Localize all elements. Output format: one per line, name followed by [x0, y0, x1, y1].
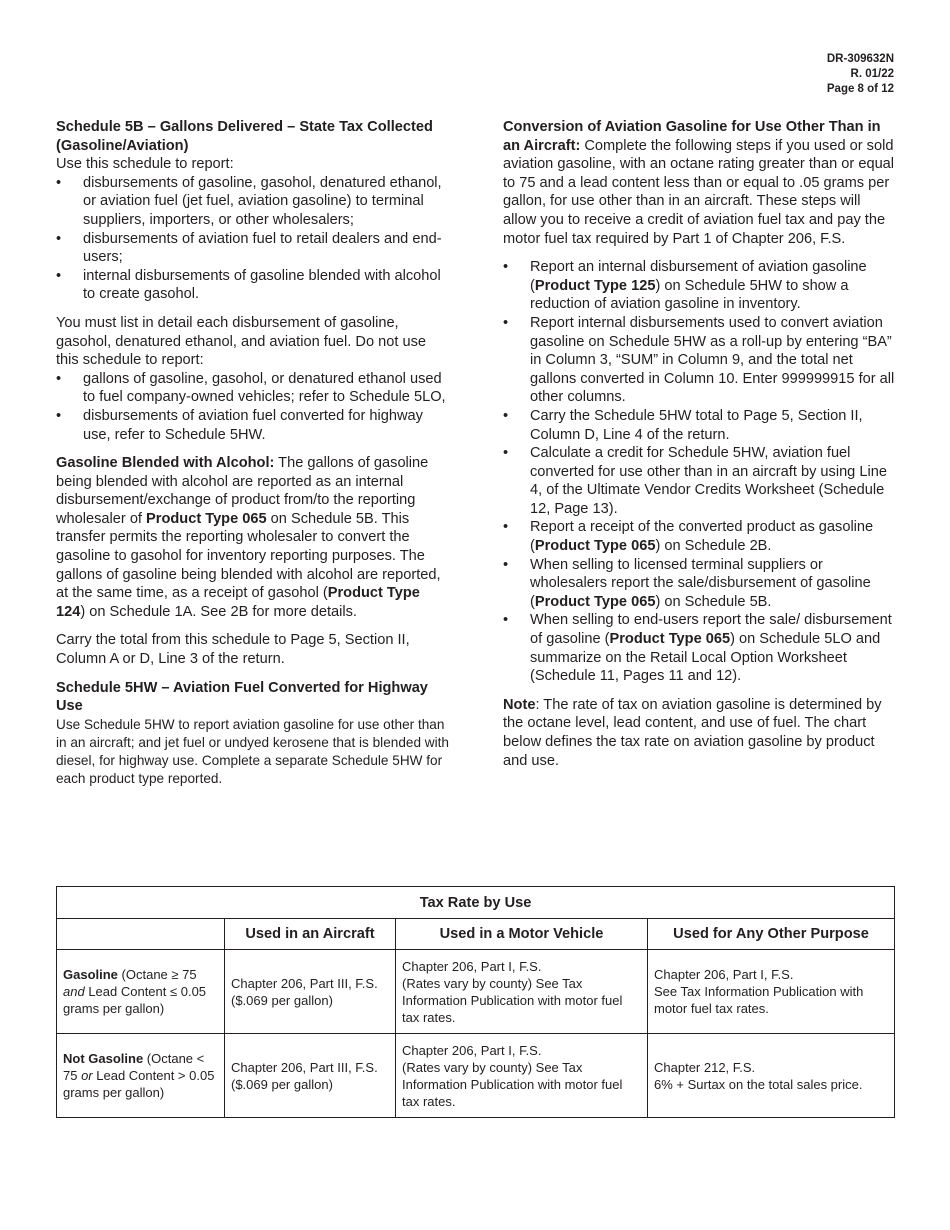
list-item: • Report a receipt of the converted product as gasoline (Product Type 065) on Schedule 2B. [503, 518, 895, 555]
cell-other-purpose: Chapter 206, Part I, F.S. See Tax Information Publication with motor fuel tax rates. [648, 950, 895, 1034]
header-other-purpose: Used for Any Other Purpose [648, 919, 895, 950]
list-item: • disbursements of aviation fuel converted for highway use, refer to Schedule 5HW. [56, 407, 452, 444]
table-header-row [57, 919, 895, 950]
list-item: • disbursements of gasoline, gasohol, denatured ethanol, or aviation fuel (jet fuel, aviation gasoline) to terminal suppliers, importers, or other wholesalers; [56, 174, 452, 230]
cell-motor-vehicle: Chapter 206, Part I, F.S. (Rates vary by county) See Tax Information Publication with motor fuel tax rates. [396, 950, 648, 1034]
row-label-not-gasoline: Not Gasoline (Octane < 75 or Lead Content > 0.05 grams per gallon) [57, 1034, 225, 1118]
list-item: • When selling to licensed terminal suppliers or wholesalers report the sale/disbursement of gasoline (Product Type 065) on Schedule 5B. [503, 556, 895, 612]
form-header [827, 52, 894, 97]
cell-motor-vehicle: Chapter 206, Part I, F.S. (Rates vary by county) See Tax Information Publication with motor fuel tax rates. [396, 1034, 648, 1118]
schedule-5b-report-list [56, 174, 452, 304]
list-item: • Calculate a credit for Schedule 5HW, aviation fuel converted for use other than in an aircraft by using Line 4, of the Ultimate Vendor Credits Worksheet (Schedule 12, Page 13). [503, 444, 895, 518]
header-motor-vehicle: Used in a Motor Vehicle [396, 919, 648, 950]
list-item: • internal disbursements of gasoline blended with alcohol to create gasohol. [56, 267, 452, 304]
carry-total-paragraph: Carry the total from this schedule to Page 5, Section II, Column A or D, Line 3 of the return. [56, 632, 410, 668]
conversion-label: Conversion of Aviation Gasoline for Use Other Than in an Aircraft: [503, 119, 881, 154]
note-paragraph: Note: The rate of tax on aviation gasoline is determined by the octane level, lead content, and use of fuel. The chart below defines the tax rate on aviation gasoline by product and use. [503, 696, 882, 769]
right-column [503, 118, 895, 770]
list-item: • Report an internal disbursement of aviation gasoline (Product Type 125) on Schedule 5HW to show a reduction of aviation gasoline in inventory. [503, 258, 895, 314]
schedule-5hw-title: Schedule 5HW – Aviation Fuel Converted for Highway Use [56, 679, 428, 715]
form-revision: R. 01/22 [850, 68, 894, 80]
list-item: • gallons of gasoline, gasohol, or denatured ethanol used to fuel company-owned vehicles; refer to Schedule 5LO, [56, 370, 452, 407]
table-caption: Tax Rate by Use [57, 887, 895, 919]
cell-aircraft: Chapter 206, Part III, F.S. ($.069 per gallon) [225, 950, 396, 1034]
form-number: DR-309632N [826, 53, 894, 65]
cell-aircraft: Chapter 206, Part III, F.S. ($.069 per gallon) [225, 1034, 396, 1118]
blended-alcohol-paragraph: Gasoline Blended with Alcohol: The gallons of gasoline being blended with alcohol are reported as an internal disbursement/exchange of product from/to the reporting wholesaler of Product Type 065 on Schedule 5B. This transfer permits the reporting wholesaler to convert the gasoline to gasohol for inventory reporting purposes. The gallons of gasoline being blended with alcohol are reported, at the same time, as a receipt of gasohol (Product Type 124) on Schedule 1A. See 2B for more details. [56, 455, 441, 620]
conversion-paragraph: Conversion of Aviation Gasoline for Use Other Than in an Aircraft: Complete the following steps if you used or sold aviation gasoline, with an octane rating greater than or equal to 75 and a lead content less than or equal to .05 grams per gallon, for use other than in an aircraft. These steps will allow you to receive a credit of aviation fuel tax and pay the motor fuel tax required by Part 1 of Chapter 206, F.S. [503, 119, 895, 247]
schedule-5hw-text: Use Schedule 5HW to report aviation gasoline for use other than in an aircraft; and jet fuel or undyed kerosene that is blended with diesel, for highway use. Complete a separate Schedule 5HW for each product type reported. [56, 716, 449, 786]
header-aircraft: Used in an Aircraft [225, 919, 396, 950]
cell-other-purpose: Chapter 212, F.S. 6% + Surtax on the total sales price. [648, 1034, 895, 1118]
table-row [57, 950, 895, 1034]
list-item: • Report internal disbursements used to convert aviation gasoline on Schedule 5HW as a roll-up by entering “BA” in Column 3, “SUM” in Column 9, and the total net gallons converted in Column 10. Enter 999999915 for all other columns. [503, 314, 895, 407]
list-item: • When selling to end-users report the sale/ disbursement of gasoline (Product Type 065) on Schedule 5LO and summarize on the Retail Local Option Worksheet (Schedule 11, Pages 11 and 12). [503, 611, 895, 685]
table-row [57, 1034, 895, 1118]
header-blank-cell [57, 919, 225, 950]
tax-rate-table [56, 886, 895, 1118]
schedule-5b-must-list: You must list in detail each disbursement of gasoline, gasohol, denatured ethanol, and aviation fuel. Do not use this schedule to report: [56, 314, 426, 369]
schedule-5b-title: Schedule 5B – Gallons Delivered – State Tax Collected (Gasoline/Aviation) [56, 119, 433, 154]
list-item: • Carry the Schedule 5HW total to Page 5, Section II, Column D, Line 4 of the return. [503, 407, 895, 444]
note-label: Note [503, 696, 536, 713]
table-caption-row [57, 887, 895, 919]
left-column [56, 118, 452, 788]
blended-alcohol-label: Gasoline Blended with Alcohol: [56, 455, 275, 472]
page-number: Page 8 of 12 [826, 83, 894, 95]
schedule-5b-intro: Use this schedule to report: [56, 156, 234, 173]
schedule-5b-exclusions-list [56, 370, 452, 444]
list-item: • disbursements of aviation fuel to retail dealers and end-users; [56, 230, 452, 267]
row-label-gasoline: Gasoline (Octane ≥ 75 and Lead Content ≤ 0.05 grams per gallon) [57, 950, 225, 1034]
conversion-steps-list [503, 258, 895, 686]
